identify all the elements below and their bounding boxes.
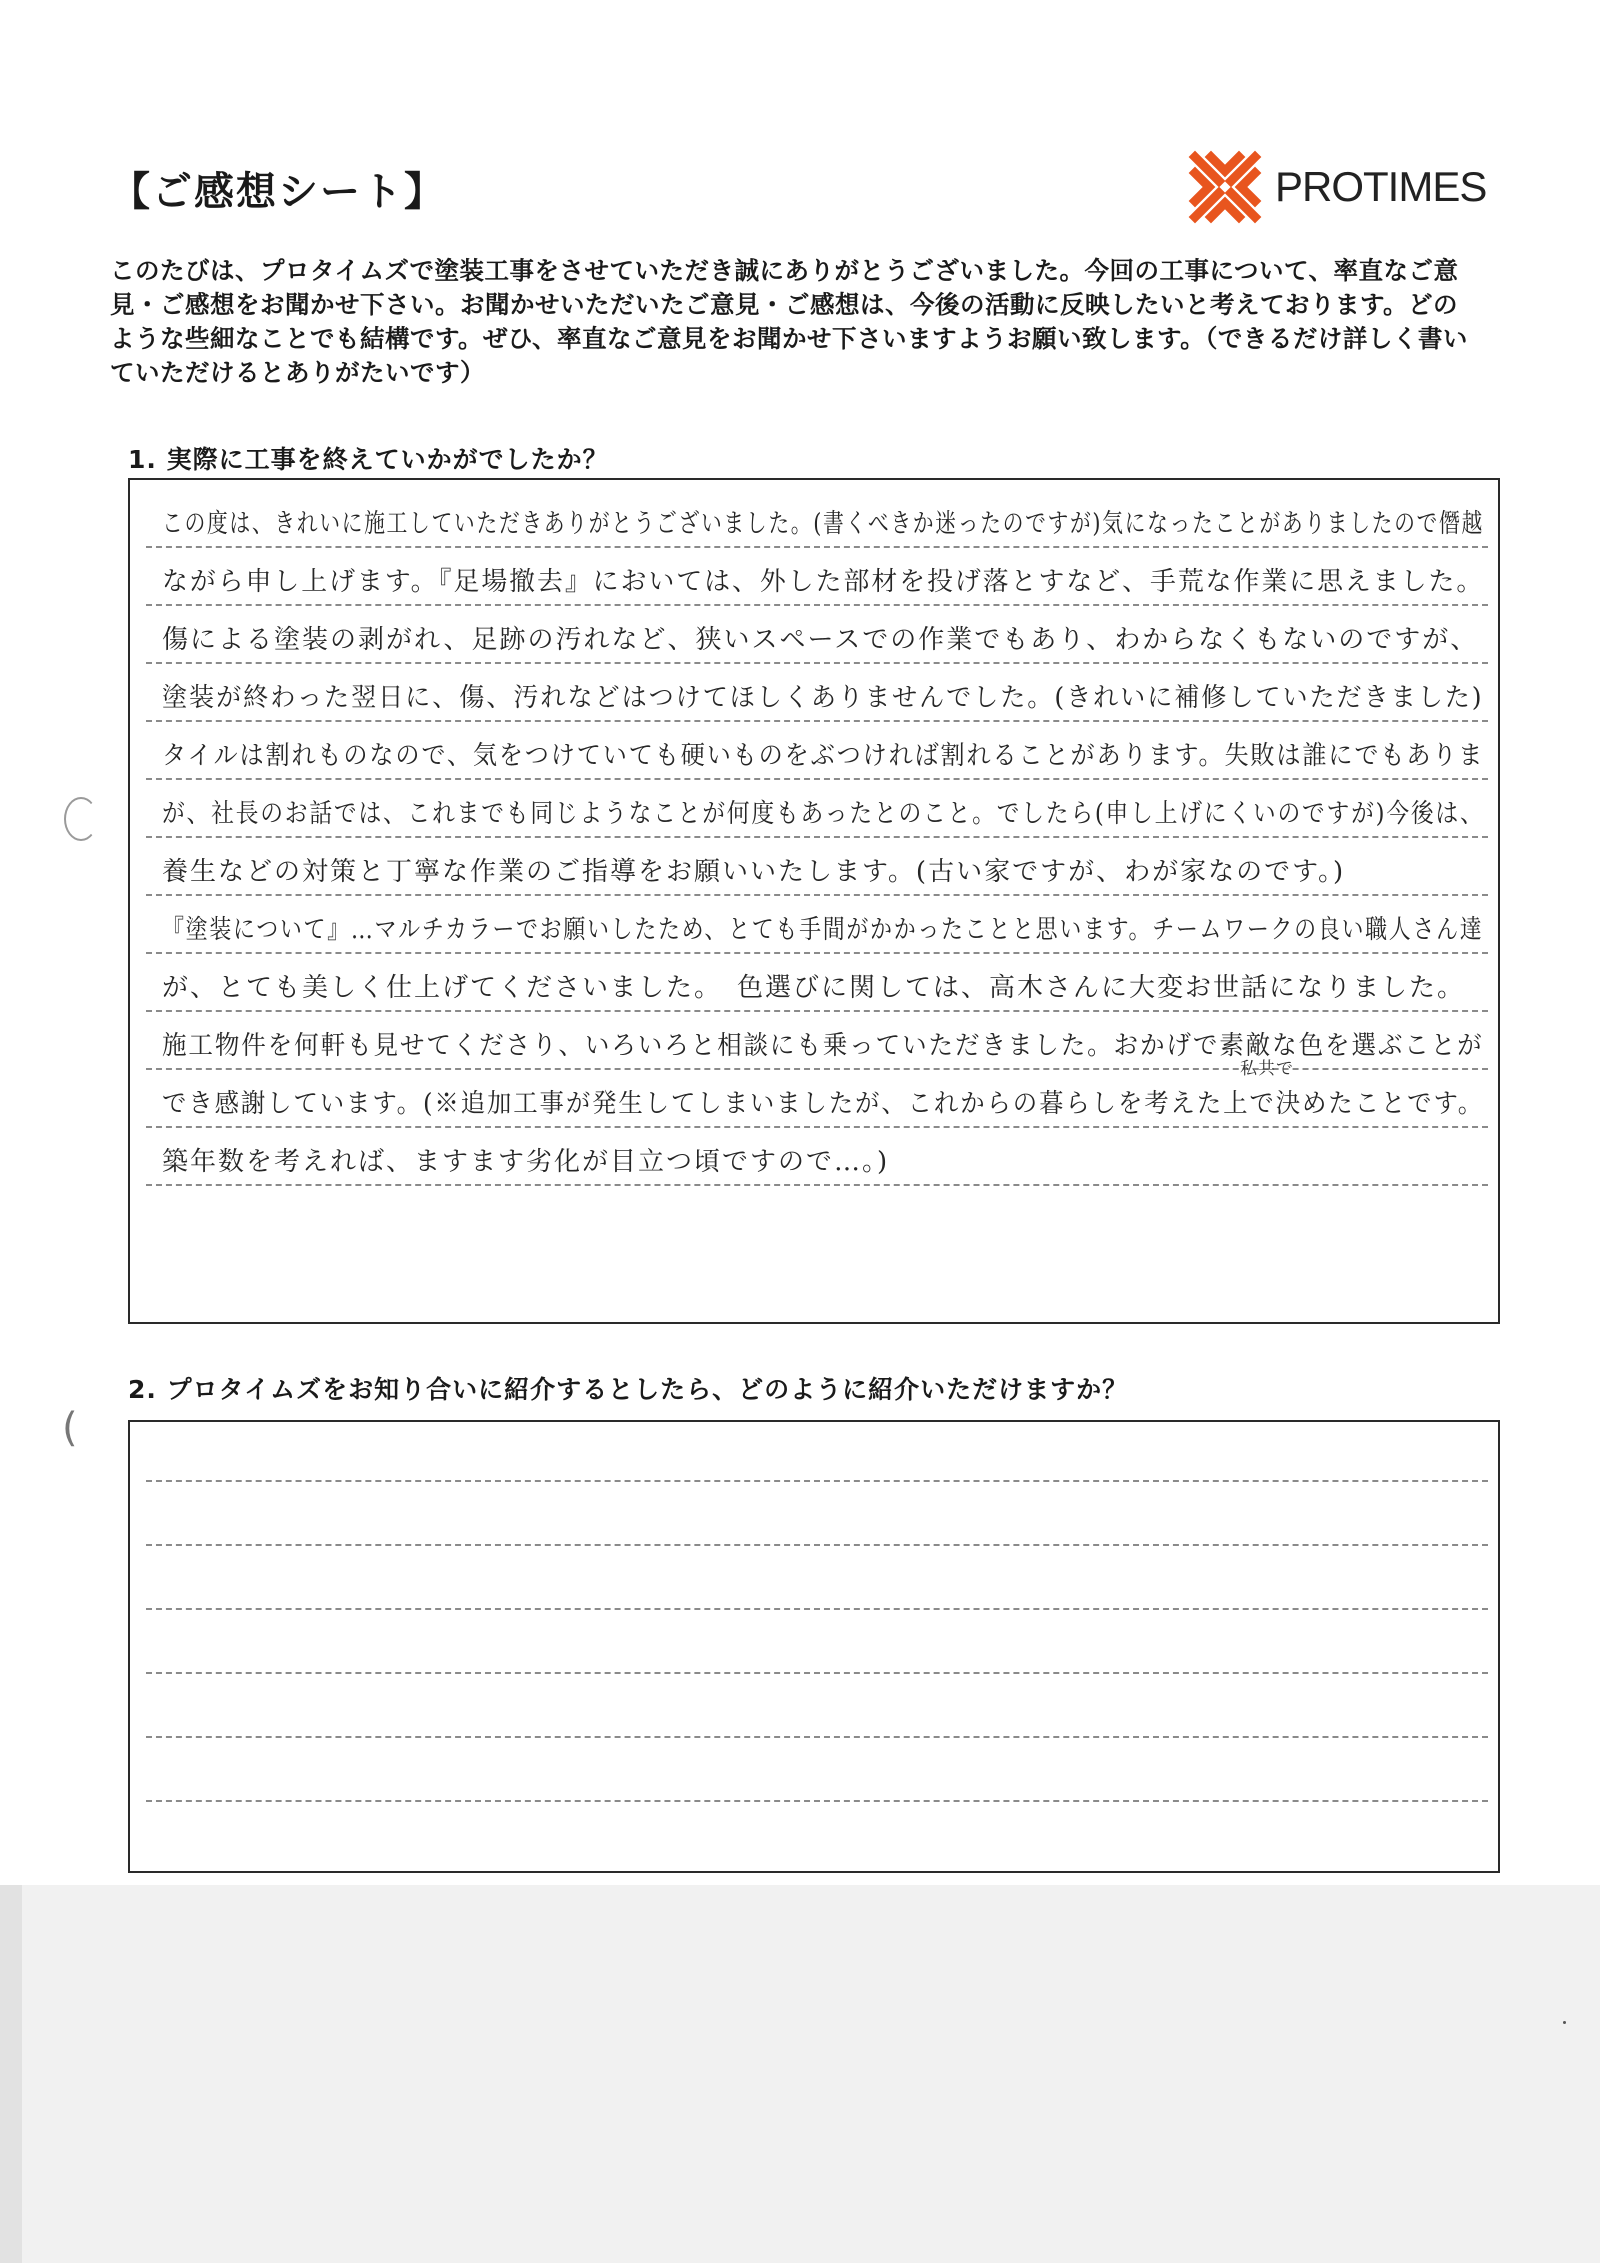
answer-line	[146, 1422, 1488, 1482]
handwritten-text: 塗装が終わった翌日に、傷、汚れなどはつけてほしくありませんでした。(きれいに補修していただきました)	[162, 683, 1484, 713]
handwritten-text: 築年数を考えれば、ますます劣化が目立つ頃ですので…。)	[162, 1147, 890, 1177]
answer-line	[146, 546, 1488, 606]
handwritten-text: 養生などの対策と丁寧な作業のご指導をお願いいたします。(古い家ですが、わが家なのです。)	[162, 857, 1346, 887]
logo-wordmark: PROTIMES	[1275, 163, 1487, 210]
page-title: 【ご感想シート】	[110, 169, 446, 215]
punch-hole-mark	[64, 797, 98, 841]
question-1-label: 1. 実際に工事を終えていかがでしたか？	[128, 445, 609, 474]
answer-line	[146, 836, 1488, 896]
answer-line	[146, 604, 1488, 664]
answer-line	[146, 1486, 1488, 1546]
handwritten-text: が、とても美しく仕上げてくださいました。 色選びに関しては、高木さんに大変お世話になりました。	[162, 973, 1466, 1003]
scan-shadow	[0, 1885, 1600, 2263]
answer-box-2	[128, 1420, 1500, 1873]
answer-box-1	[128, 478, 1500, 1324]
handwritten-text: ながら申し上げます。『足場撤去』においては、外した部材を投げ落とすなど、手荒な作業に思えました。	[162, 567, 1485, 597]
punch-hole-mark-lower: (	[62, 1405, 78, 1451]
answer-line	[146, 1126, 1488, 1186]
scan-speck	[1563, 2021, 1566, 2024]
answer-line	[146, 1678, 1488, 1738]
scan-edge	[0, 1885, 22, 2263]
handwritten-text: 傷による塗装の剥がれ、足跡の汚れなど、狭いスペースでの作業でもあり、わからなくもないのですが、	[162, 625, 1479, 655]
handwritten-text: 『塗装について』…マルチカラーでお願いしたため、とても手間がかかったことと思います。チームワークの良い職人さん達	[162, 915, 1484, 945]
protimes-logo-icon	[1185, 147, 1265, 227]
intro-text: このたびは、プロタイムズで塗装工事をさせていただき誠にありがとうございました。今回の工事について、率直なご意見・ご感想をお聞かせ下さい。お聞かせいただいたご意見・ご感想は、今後の活動に反映したいと考えております。どのような些細なことでも結構です。ぜひ、率直なご意見をお聞かせ下さいますようお願い致します。（できるだけ詳しく書いていただけるとありがたいです）	[110, 256, 1468, 387]
handwritten-text: この度は、きれいに施工していただきありがとうございました。(書くべきか迷ったのですが)気になったことがありましたので僭越	[162, 509, 1484, 539]
answer-line	[146, 952, 1488, 1012]
question-2-label: 2. プロタイムズをお知り合いに紹介するとしたら、どのように紹介いただけますか？	[128, 1375, 1129, 1404]
answer-line	[146, 720, 1488, 780]
protimes-logo	[1185, 147, 1486, 227]
answer-line	[146, 1742, 1488, 1802]
handwritten-insertion-note: 私共で	[1240, 1059, 1294, 1079]
answer-line	[146, 488, 1488, 548]
answer-line	[146, 778, 1488, 838]
handwritten-text: タイルは割れものなので、気をつけていても硬いものをぶつければ割れることがあります。失敗は誰にでもありま	[162, 741, 1485, 771]
answer-line	[146, 1550, 1488, 1610]
answer-line	[146, 894, 1488, 954]
answer-line	[146, 662, 1488, 722]
handwritten-text: が、社長のお話では、これまでも同じようなことが何度もあったとのこと。でしたら(申し上げにくいのですが)今後は、	[162, 799, 1485, 829]
handwritten-text: でき感謝しています。(※追加工事が発生してしまいましたが、これからの暮らしを考えた上で決めたことです。	[162, 1089, 1485, 1119]
handwritten-text: 施工物件を何軒も見せてくださり、いろいろと相談にも乗っていただきました。おかげで素敵な色を選ぶことが	[162, 1031, 1484, 1061]
answer-line	[146, 1614, 1488, 1674]
